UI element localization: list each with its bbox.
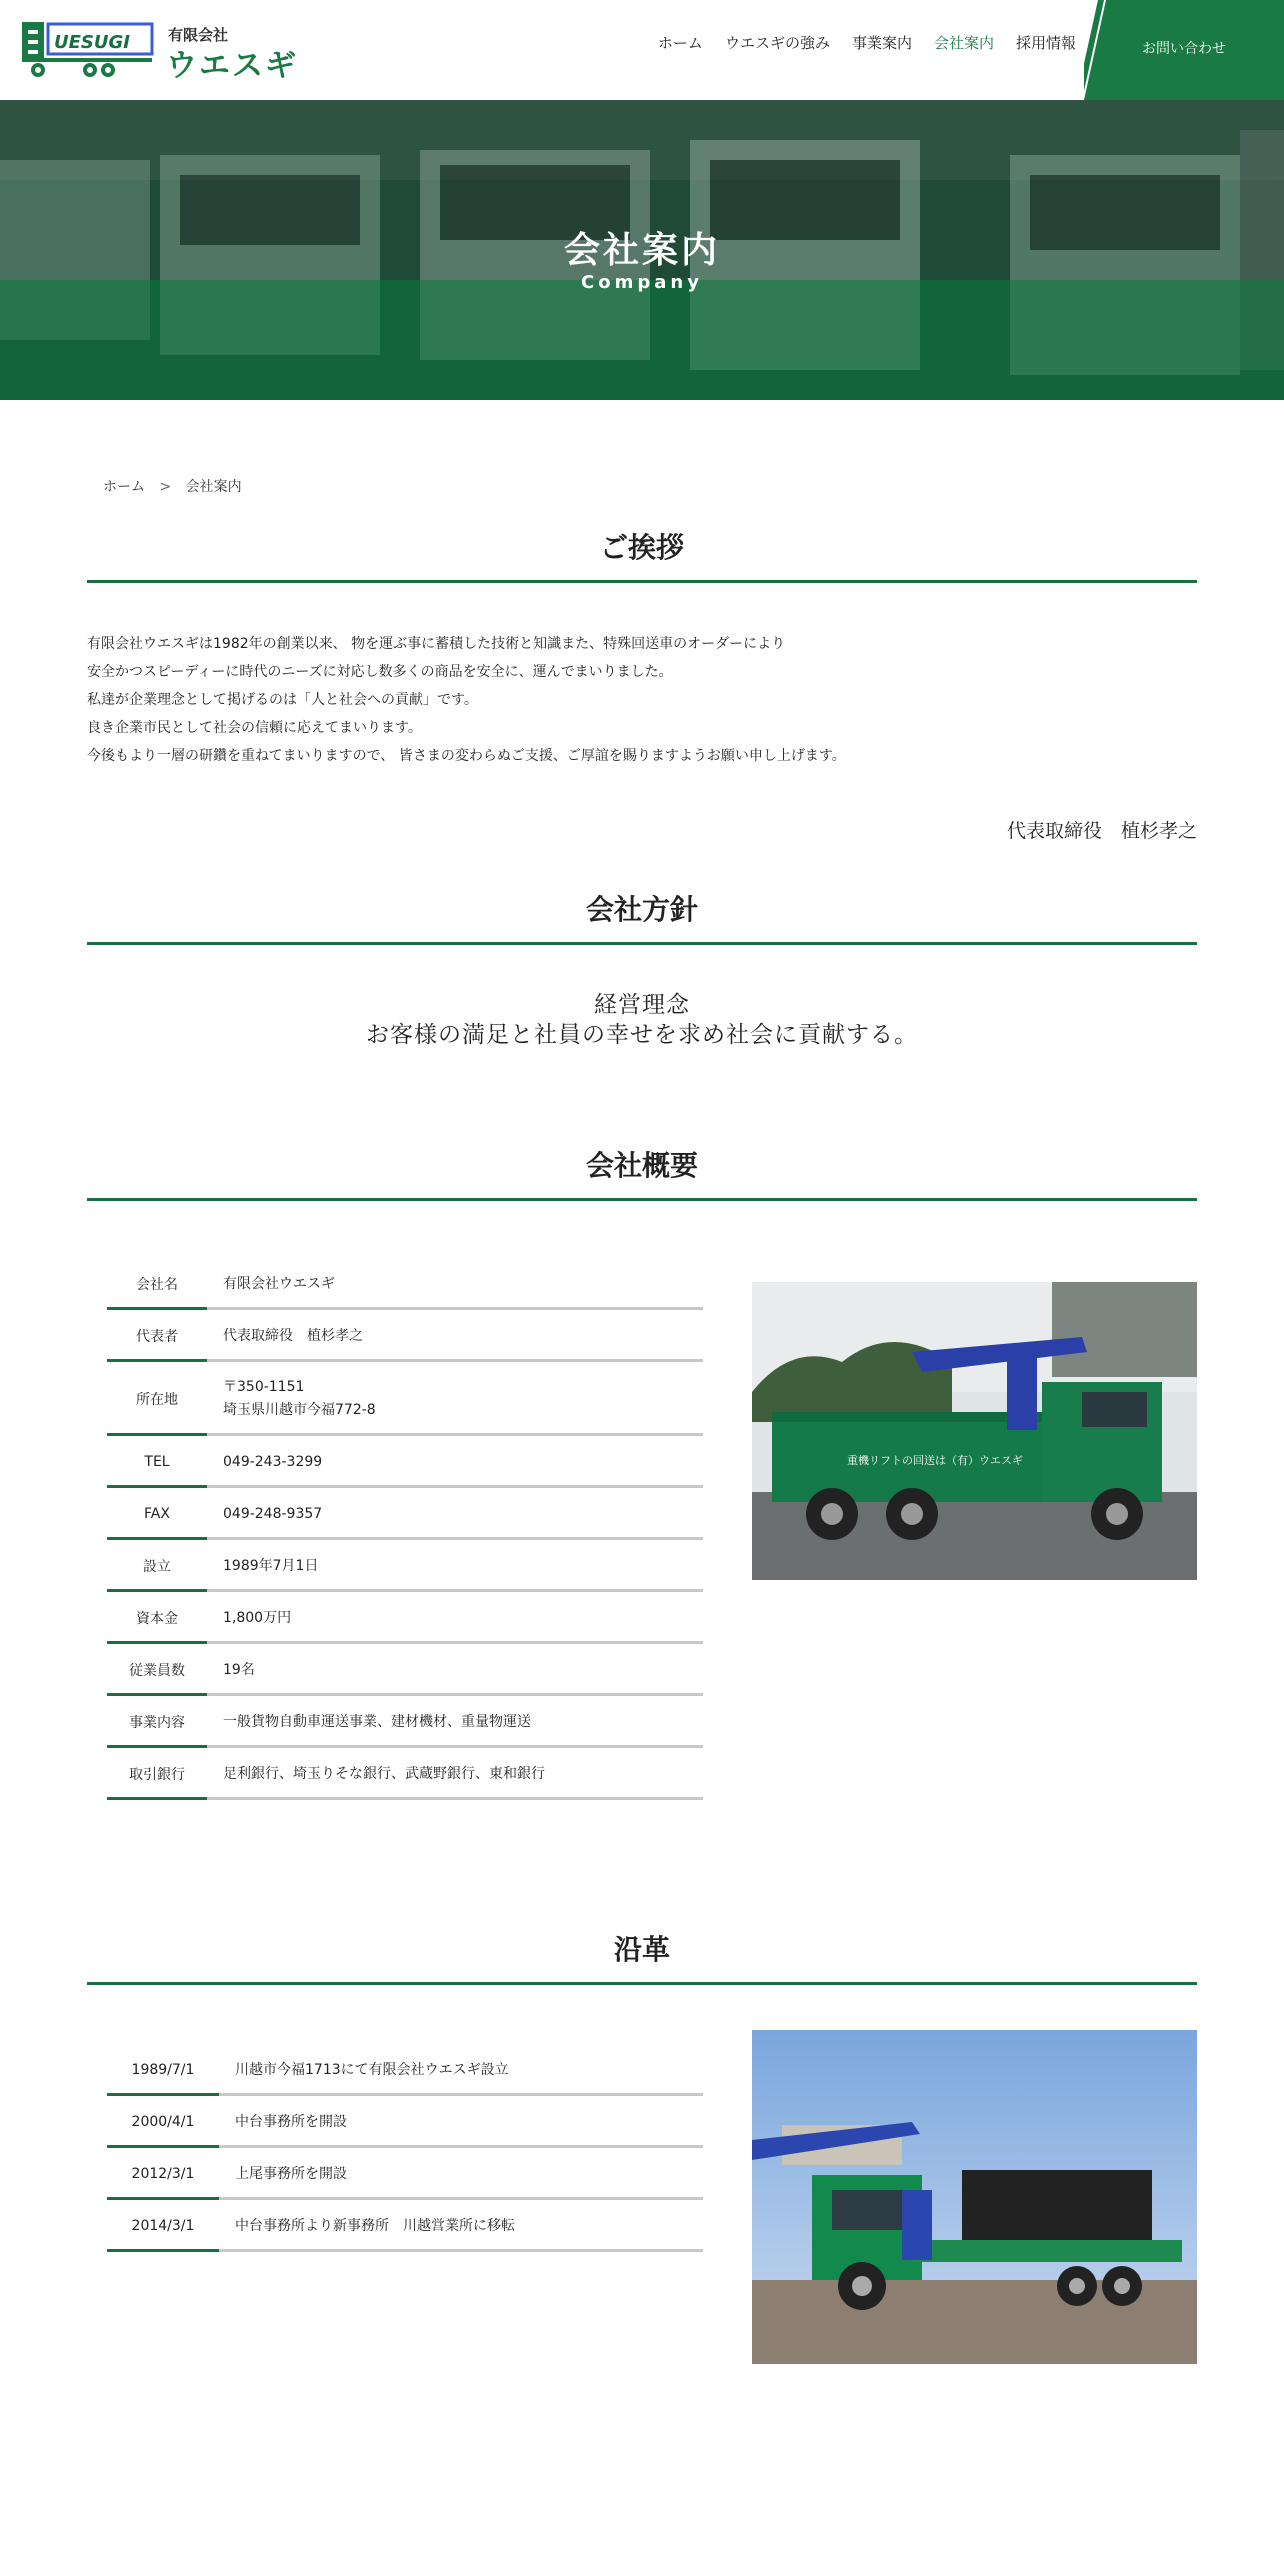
policy-title: 会社方針: [87, 888, 1197, 945]
nav-business[interactable]: 事業案内: [851, 34, 912, 52]
table-row: [107, 2096, 703, 2148]
row-key: 設立: [143, 1559, 171, 1575]
table-row: [107, 2044, 703, 2096]
table-row: [107, 1748, 703, 1800]
postal-code: 〒350-1151: [223, 1379, 305, 1395]
history-event: 川越市今福1713にて有限会社ウエスギ設立: [235, 2061, 509, 2078]
contact-button[interactable]: [1084, 0, 1284, 100]
row-value: 1989年7月1日: [223, 1557, 319, 1574]
svg-text:UESUGI: UESUGI: [54, 32, 130, 53]
svg-text:重機リフトの回送は（有）ウエスギ: 重機リフトの回送は（有）ウエスギ: [847, 1454, 1023, 1467]
table-row: [107, 1258, 703, 1310]
row-value: 049-243-3299: [223, 1453, 323, 1470]
hero-title: 会社案内: [563, 230, 720, 271]
nav-home[interactable]: ホーム: [657, 34, 703, 52]
table-row: [107, 1310, 703, 1362]
philosophy-statement: お客様の満足と社員の幸せを求め社会に貢献する。: [366, 1022, 918, 1048]
greeting-line: 私達が企業理念として掲げるのは「人と社会への貢献」です。: [87, 692, 478, 708]
table-row: [107, 1488, 703, 1540]
row-value: 19名: [223, 1661, 255, 1678]
row-key: TEL: [144, 1454, 170, 1470]
contact-label: お問い合わせ: [1142, 41, 1226, 57]
table-row: [107, 1436, 703, 1488]
row-value: 049-248-9357: [223, 1505, 323, 1522]
row-value: 有限会社ウエスギ: [223, 1275, 335, 1292]
table-row: [107, 1644, 703, 1696]
table-row: [107, 1540, 703, 1592]
flatbed-truck-photo: [752, 2030, 1197, 2364]
logo-company-name: ウエスギ: [166, 48, 298, 84]
row-value: 一般貨物自動車運送事業、建材機材、重量物運送: [223, 1713, 531, 1730]
table-row: [107, 1592, 703, 1644]
main-nav: [658, 32, 1076, 53]
site-logo[interactable]: [20, 18, 300, 82]
greeting-line: 良き企業市民として社会の信頼に応えてまいります。: [87, 720, 422, 736]
greeting-signature: 代表取締役 植杉孝之: [1006, 820, 1197, 842]
nav-company[interactable]: 会社案内: [933, 34, 994, 52]
site-header: [0, 0, 1284, 100]
history-table: [107, 2044, 703, 2252]
hero-subtitle: Company: [581, 272, 703, 293]
greeting-text: [87, 630, 1197, 770]
greeting-line: 安全かつスピーディーに時代のニーズに対応し数多くの商品を安全に、運んでまいりました。: [87, 664, 673, 680]
greeting-line: 今後もより一層の研鑽を重ねてまいりますので、 皆さまの変わらぬご支援、ご厚誼を賜りますようお願い申し上げます。: [87, 748, 846, 764]
table-row: [107, 1696, 703, 1748]
table-row: [107, 2148, 703, 2200]
greeting-title: ご挨拶: [87, 526, 1197, 583]
history-date: 2000/4/1: [131, 2114, 195, 2130]
greeting-line: 有限会社ウエスギは1982年の創業以来、 物を運ぶ事に蓄積した技術と知識また、特殊回送車のオーダーにより: [87, 636, 786, 652]
crane-truck-image: [752, 1282, 1197, 1580]
history-date: 1989/7/1: [131, 2062, 195, 2078]
history-title: 沿革: [87, 1928, 1197, 1985]
nav-recruit[interactable]: 採用情報: [1015, 34, 1076, 52]
profile-title: 会社概要: [87, 1144, 1197, 1201]
row-value: 足利銀行、埼玉りそな銀行、武蔵野銀行、東和銀行: [223, 1765, 545, 1782]
history-date: 2014/3/1: [131, 2218, 195, 2234]
row-key: FAX: [144, 1506, 170, 1522]
row-value: [207, 1376, 703, 1422]
row-key: 取引銀行: [129, 1767, 185, 1783]
breadcrumb: [103, 476, 242, 496]
table-row: [107, 2200, 703, 2252]
flatbed-truck-image: [752, 2030, 1197, 2364]
row-key: 従業員数: [129, 1663, 185, 1679]
profile-table: [107, 1258, 703, 1800]
history-event: 中台事務所を開設: [235, 2113, 347, 2130]
row-key: 資本金: [136, 1611, 178, 1627]
crane-truck-photo: [752, 1282, 1197, 1580]
row-key: 事業内容: [129, 1715, 185, 1731]
row-value: 1,800万円: [223, 1609, 292, 1626]
hero-banner: [0, 100, 1284, 400]
row-value: 代表取締役 植杉孝之: [223, 1327, 363, 1344]
breadcrumb-separator: >: [159, 479, 172, 495]
row-key: 所在地: [136, 1392, 178, 1408]
truck-logo-icon: [20, 18, 160, 82]
address: 埼玉県川越市今福772-8: [223, 1402, 376, 1418]
history-event: 中台事務所より新事務所 川越営業所に移転: [235, 2217, 515, 2234]
breadcrumb-current: 会社案内: [185, 479, 242, 495]
row-key: 代表者: [136, 1329, 178, 1345]
nav-strengths[interactable]: ウエスギの強み: [724, 34, 830, 52]
logo-company-type: 有限会社: [168, 26, 229, 44]
philosophy-heading: 経営理念: [594, 992, 690, 1018]
history-event: 上尾事務所を開設: [235, 2165, 347, 2182]
row-key: 会社名: [136, 1277, 178, 1293]
history-date: 2012/3/1: [131, 2166, 195, 2182]
management-philosophy: [87, 990, 1197, 1050]
table-row: [107, 1362, 703, 1436]
breadcrumb-home[interactable]: ホーム: [103, 479, 145, 495]
